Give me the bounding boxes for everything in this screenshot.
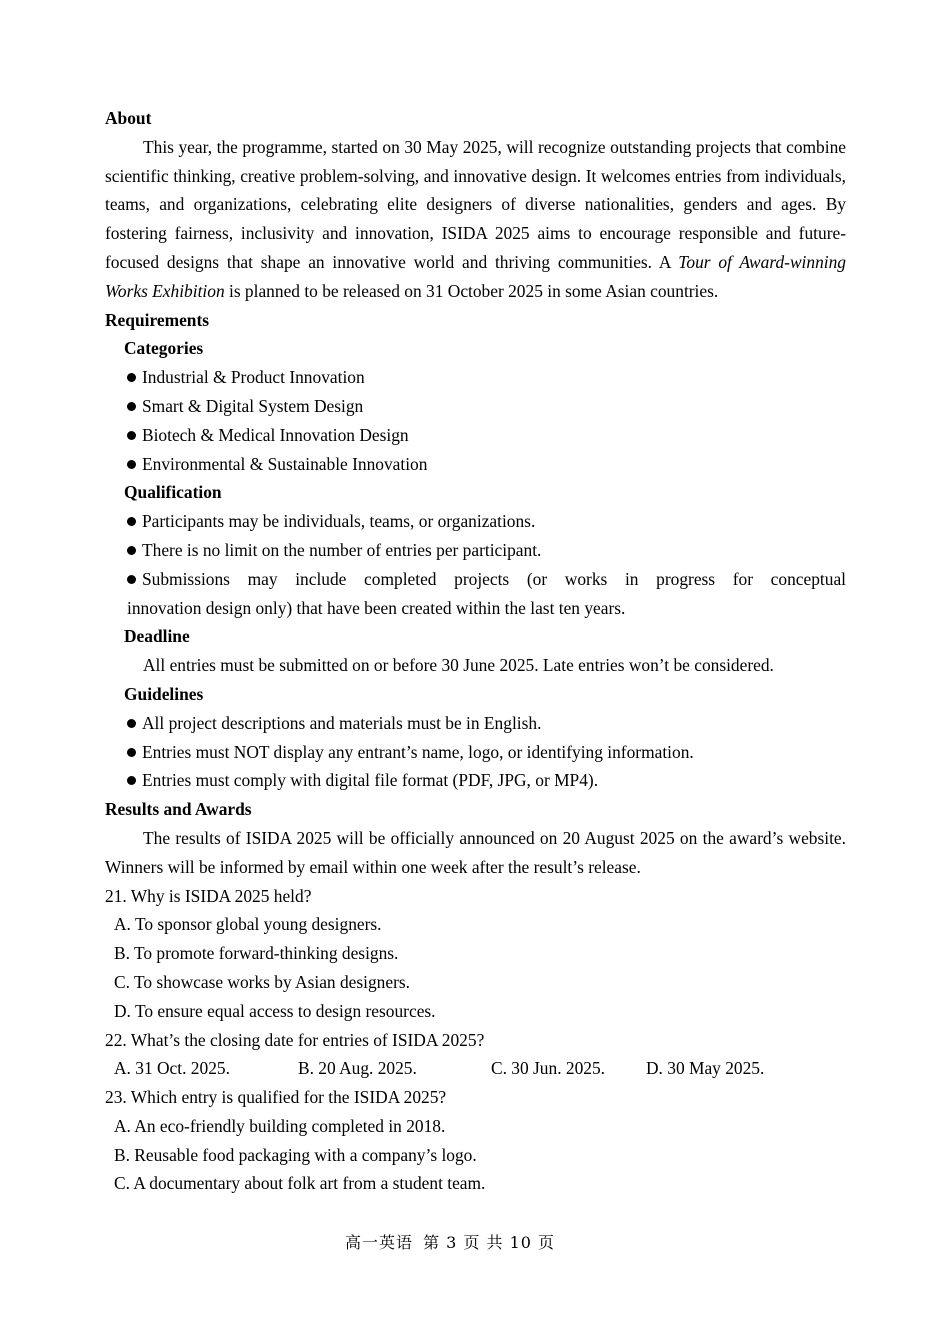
bullet-icon [127,776,136,785]
option-22-c: C. 30 Jun. 2025. [491,1058,606,1079]
option-22-b: B. 20 Aug. 2025. [298,1058,417,1079]
option-22-d: D. 30 May 2025. [646,1058,765,1079]
bullet-icon [127,546,136,555]
deadline-heading: Deadline [124,626,190,647]
category-item: Biotech & Medical Innovation Design [105,421,846,450]
option-21-d: D. To ensure equal access to design resources. [114,1000,436,1021]
about-heading: About [105,108,152,128]
option-22-a: A. 31 Oct. 2025. [114,1058,230,1079]
question-22: 22. What’s the closing date for entries of ISIDA 2025? [105,1029,485,1050]
guideline-item: Entries must comply with digital file format (PDF, JPG, or MP4). [105,766,846,795]
exhibition-title: Tour of Award-winning Works Exhibition [105,251,846,301]
category-item: Industrial & Product Innovation [105,363,846,392]
footer-page-number: 第 3 页 共 10 页 [423,1233,556,1252]
results-heading: Results and Awards [105,799,252,820]
results-paragraph: The results of ISIDA 2025 will be officially announced on 20 August 2025 on the award’s website. Winners will be informed by email within one week after the result’s release. [105,827,846,877]
bullet-icon [127,748,136,757]
categories-heading: Categories [124,338,204,359]
question-21: 21. Why is ISIDA 2025 held? [105,885,312,906]
exam-page-content [105,104,846,1198]
option-21-b: B. To promote forward-thinking designs. [114,943,399,964]
guideline-item: Entries must NOT display any entrant’s name, logo, or identifying information. [105,738,846,767]
bullet-icon [127,402,136,411]
options-22 [105,1054,846,1083]
qualification-item: Participants may be individuals, teams, or organizations. [105,507,846,536]
bullet-icon [127,575,136,584]
guidelines-heading: Guidelines [124,683,204,704]
bullet-icon [127,460,136,469]
about-paragraph [105,133,846,306]
option-21-c: C. To showcase works by Asian designers. [114,971,411,992]
about-text-part2: is planned to be released on 31 October 2025 in some Asian countries. [224,280,719,301]
qualification-heading: Qualification [124,482,222,503]
category-item: Smart & Digital System Design [105,392,846,421]
guideline-item: All project descriptions and materials must be in English. [105,709,846,738]
bullet-icon [127,517,136,526]
qualification-item: Submissions may include completed projects (or works in progress for conceptual innovation design only) that have been created within the last ten years. [127,568,846,618]
question-23: 23. Which entry is qualified for the ISIDA 2025? [105,1087,447,1108]
option-23-c: C. A documentary about folk art from a student team. [114,1173,486,1194]
bullet-icon [127,431,136,440]
bullet-icon [127,373,136,382]
qualification-item: There is no limit on the number of entries per participant. [105,536,846,565]
category-item: Environmental & Sustainable Innovation [105,450,846,479]
page-footer [0,1230,950,1253]
requirements-heading: Requirements [105,309,210,330]
option-23-a: A. An eco-friendly building completed in 2018. [114,1115,446,1136]
option-21-a: A. To sponsor global young designers. [114,914,382,935]
bullet-icon [127,719,136,728]
footer-subject: 高一英语 [344,1233,413,1252]
option-23-b: B. Reusable food packaging with a company’s logo. [114,1144,477,1165]
deadline-text: All entries must be submitted on or before 30 June 2025. Late entries won’t be considered. [143,655,774,676]
about-text-part1: This year, the programme, started on 30 May 2025, will recognize outstanding projects that combine scientific thinking, creative problem-solving, and innovative design. It welcomes entries from individuals, teams, and organizations, celebrating elite designers of diverse nationalities, genders and ages. By fostering fairness, inclusivity and innovation, ISIDA 2025 aims to encourage responsible and future-focused designs that shape an innovative world and thriving communities. A [105,136,846,272]
